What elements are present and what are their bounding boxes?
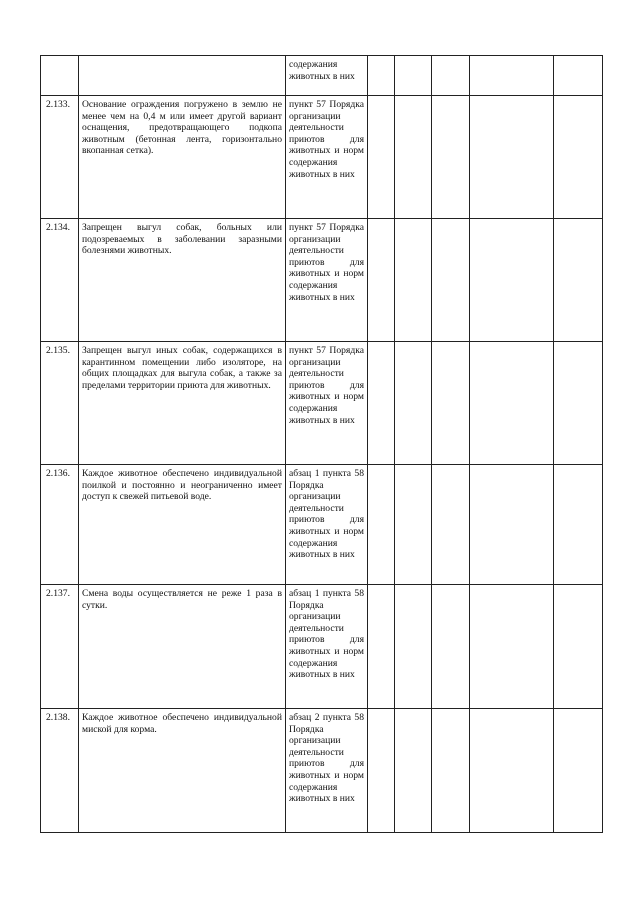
- notes-cell: [470, 465, 554, 585]
- no-cell: [395, 96, 432, 219]
- no-cell: [395, 342, 432, 465]
- extra-cell: [554, 96, 603, 219]
- row-number-cell: [41, 56, 79, 96]
- table-row-continuation: [41, 56, 603, 96]
- no-cell: [395, 465, 432, 585]
- requirement-text: Запрещен выгул собак, больных или подозреваемых в заболевании заразными болезнями животных.: [82, 222, 282, 257]
- yes-cell: [368, 56, 395, 96]
- row-number-text: 2.137.: [46, 588, 70, 599]
- legal-reference-text: абзац 2 пункта 58 Порядка организации деятельности приютов для животных и норм содержания животных в них: [289, 712, 364, 805]
- not-applicable-cell: [432, 219, 470, 342]
- legal-reference-text: содержания животных в них: [289, 59, 355, 82]
- not-applicable-cell: [432, 709, 470, 833]
- legal-reference-cell: [286, 465, 368, 585]
- legal-reference-text: абзац 1 пункта 58 Порядка организации деятельности приютов для животных и норм содержания животных в них: [289, 468, 364, 561]
- requirement-cell: [79, 709, 286, 833]
- extra-cell: [554, 342, 603, 465]
- yes-cell: [368, 219, 395, 342]
- row-number-text: 2.138.: [46, 712, 70, 723]
- notes-cell: [470, 342, 554, 465]
- requirement-text: Каждое животное обеспечено индивидуальной миской для корма.: [82, 712, 282, 735]
- yes-cell: [368, 465, 395, 585]
- table-row: [41, 585, 603, 709]
- requirement-cell: [79, 219, 286, 342]
- requirement-text: Смена воды осуществляется не реже 1 раза в сутки.: [82, 588, 282, 611]
- table-row: [41, 465, 603, 585]
- table-body: [41, 56, 603, 833]
- extra-cell: [554, 219, 603, 342]
- requirement-cell: [79, 56, 286, 96]
- not-applicable-cell: [432, 96, 470, 219]
- requirement-cell: [79, 96, 286, 219]
- row-number-cell: [41, 709, 79, 833]
- row-number-text: 2.134.: [46, 222, 70, 233]
- legal-reference-cell: [286, 56, 368, 96]
- no-cell: [395, 219, 432, 342]
- yes-cell: [368, 342, 395, 465]
- row-number-cell: [41, 96, 79, 219]
- table-row: [41, 96, 603, 219]
- notes-cell: [470, 56, 554, 96]
- legal-reference-cell: [286, 219, 368, 342]
- table-row: [41, 709, 603, 833]
- notes-cell: [470, 585, 554, 709]
- legal-reference-text: пункт 57 Порядка организации деятельности приютов для животных и норм содержания животных в них: [289, 99, 364, 180]
- legal-reference-cell: [286, 709, 368, 833]
- requirement-text: Запрещен выгул иных собак, содержащихся в карантинном помещении либо изоляторе, на общих площадках для выгула собак, а также за пределами территории приюта для животных.: [82, 345, 282, 391]
- no-cell: [395, 56, 432, 96]
- row-number-text: 2.135.: [46, 345, 70, 356]
- row-number-cell: [41, 219, 79, 342]
- requirements-table: [40, 55, 603, 833]
- row-number-cell: [41, 342, 79, 465]
- not-applicable-cell: [432, 56, 470, 96]
- requirement-cell: [79, 342, 286, 465]
- legal-reference-cell: [286, 96, 368, 219]
- not-applicable-cell: [432, 342, 470, 465]
- yes-cell: [368, 96, 395, 219]
- notes-cell: [470, 219, 554, 342]
- row-number-text: 2.136.: [46, 468, 70, 479]
- no-cell: [395, 709, 432, 833]
- legal-reference-cell: [286, 342, 368, 465]
- no-cell: [395, 585, 432, 709]
- legal-reference-cell: [286, 585, 368, 709]
- requirement-cell: [79, 585, 286, 709]
- legal-reference-text: абзац 1 пункта 58 Порядка организации деятельности приютов для животных и норм содержания животных в них: [289, 588, 364, 681]
- row-number-text: 2.133.: [46, 99, 70, 110]
- requirement-cell: [79, 465, 286, 585]
- legal-reference-text: пункт 57 Порядка организации деятельности приютов для животных и норм содержания животных в них: [289, 345, 364, 426]
- extra-cell: [554, 465, 603, 585]
- not-applicable-cell: [432, 465, 470, 585]
- table-row: [41, 342, 603, 465]
- table-row: [41, 219, 603, 342]
- legal-reference-text: пункт 57 Порядка организации деятельности приютов для животных и норм содержания животных в них: [289, 222, 364, 303]
- extra-cell: [554, 585, 603, 709]
- not-applicable-cell: [432, 585, 470, 709]
- requirement-text: Каждое животное обеспечено индивидуальной поилкой и постоянно и неограниченно имеет доступ к свежей питьевой воде.: [82, 468, 282, 503]
- notes-cell: [470, 96, 554, 219]
- yes-cell: [368, 585, 395, 709]
- extra-cell: [554, 709, 603, 833]
- yes-cell: [368, 709, 395, 833]
- requirement-text: Основание ограждения погружено в землю не менее чем на 0,4 м или имеет другой вариант оснащения, предотвращающего подкопа животным (бетонная лента, горизонтально вкопанная сетка).: [82, 99, 282, 157]
- notes-cell: [470, 709, 554, 833]
- row-number-cell: [41, 465, 79, 585]
- row-number-cell: [41, 585, 79, 709]
- extra-cell: [554, 56, 603, 96]
